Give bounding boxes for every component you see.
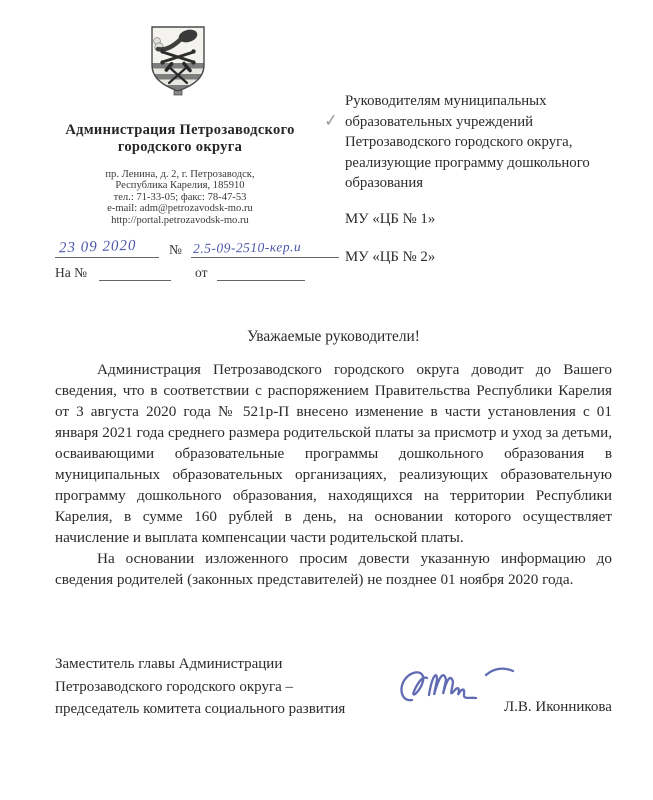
org-name: Администрация Петрозаводского городского округа	[65, 122, 295, 155]
salutation: Уважаемые руководители!	[247, 328, 420, 345]
reference-block	[55, 236, 355, 281]
signature-position-line: Петрозаводского городского округа –	[55, 678, 294, 695]
signature-position-line: Заместитель главы Администрации	[55, 656, 283, 672]
coat-of-arms-icon	[149, 25, 207, 102]
address-line: e-mail: adm@petrozavodsk-mo.ru	[107, 203, 253, 215]
from-label: от	[195, 265, 208, 280]
address-line: тел.: 71-33-05; факс: 78-47-53	[113, 191, 247, 203]
address-line: http://portal.petrozavodsk-mo.ru	[111, 214, 249, 226]
address-line: Республика Карелия, 185910	[115, 180, 245, 192]
recipient-main: Руководителям муниципальных образовательных учреждений Петрозаводского городского округа, реализующие программу дошкольного образования	[345, 93, 590, 192]
reply-label: На №	[55, 265, 87, 280]
signature-position-line: председатель комитета социального развития	[55, 701, 346, 717]
body-paragraph-2: На основании изложенного просим довести указанную информацию до сведения родителей (законных представителей) не позднее 01 ноября 2020 года.	[55, 550, 612, 588]
recipients-block	[345, 91, 601, 267]
reply-number-field	[99, 264, 171, 281]
reply-date-field	[217, 264, 305, 281]
number-field	[191, 237, 339, 258]
org-address	[38, 169, 322, 226]
body-paragraph-1: Администрация Петрозаводского городского округа доводит до Вашего сведения, что в соответствии с распоряжением Правительства Республики Карелия от 3 августа 2020 года № 521р-П внесено изменение в части установления с 01 января 2021 года среднего размера родительской платы за присмотр и уход за детьми, осваивающими образовательные программы дошкольного образования в муниципальных образовательных организациях, реализующих образовательную программу дошкольного образования, находящихся на территории Республики Карелия, в сумме 160 рублей в день, на основании которого осуществляет начисление и выплата компенсации части родительской платы.	[55, 361, 612, 546]
handwritten-number: 2.5-09-2510-кер.и	[192, 239, 302, 256]
handwritten-date: 23 09 2020	[58, 237, 137, 257]
recipient-cb2: МУ «ЦБ № 2»	[345, 248, 436, 265]
letterhead-block	[38, 122, 322, 226]
letter-body	[55, 359, 612, 590]
signature-position	[55, 653, 345, 721]
ref-row-incoming	[55, 261, 355, 281]
date-field	[55, 237, 159, 258]
recipient-cb1: МУ «ЦБ № 1»	[345, 210, 436, 227]
ref-row-outgoing	[55, 236, 355, 258]
checkmark-icon: ✓	[322, 110, 340, 131]
signer-name: Л.В. Иконникова	[504, 699, 612, 715]
address-line: пр. Ленина, д. 2, г. Петрозаводск,	[105, 169, 255, 180]
number-label: №	[169, 242, 182, 257]
